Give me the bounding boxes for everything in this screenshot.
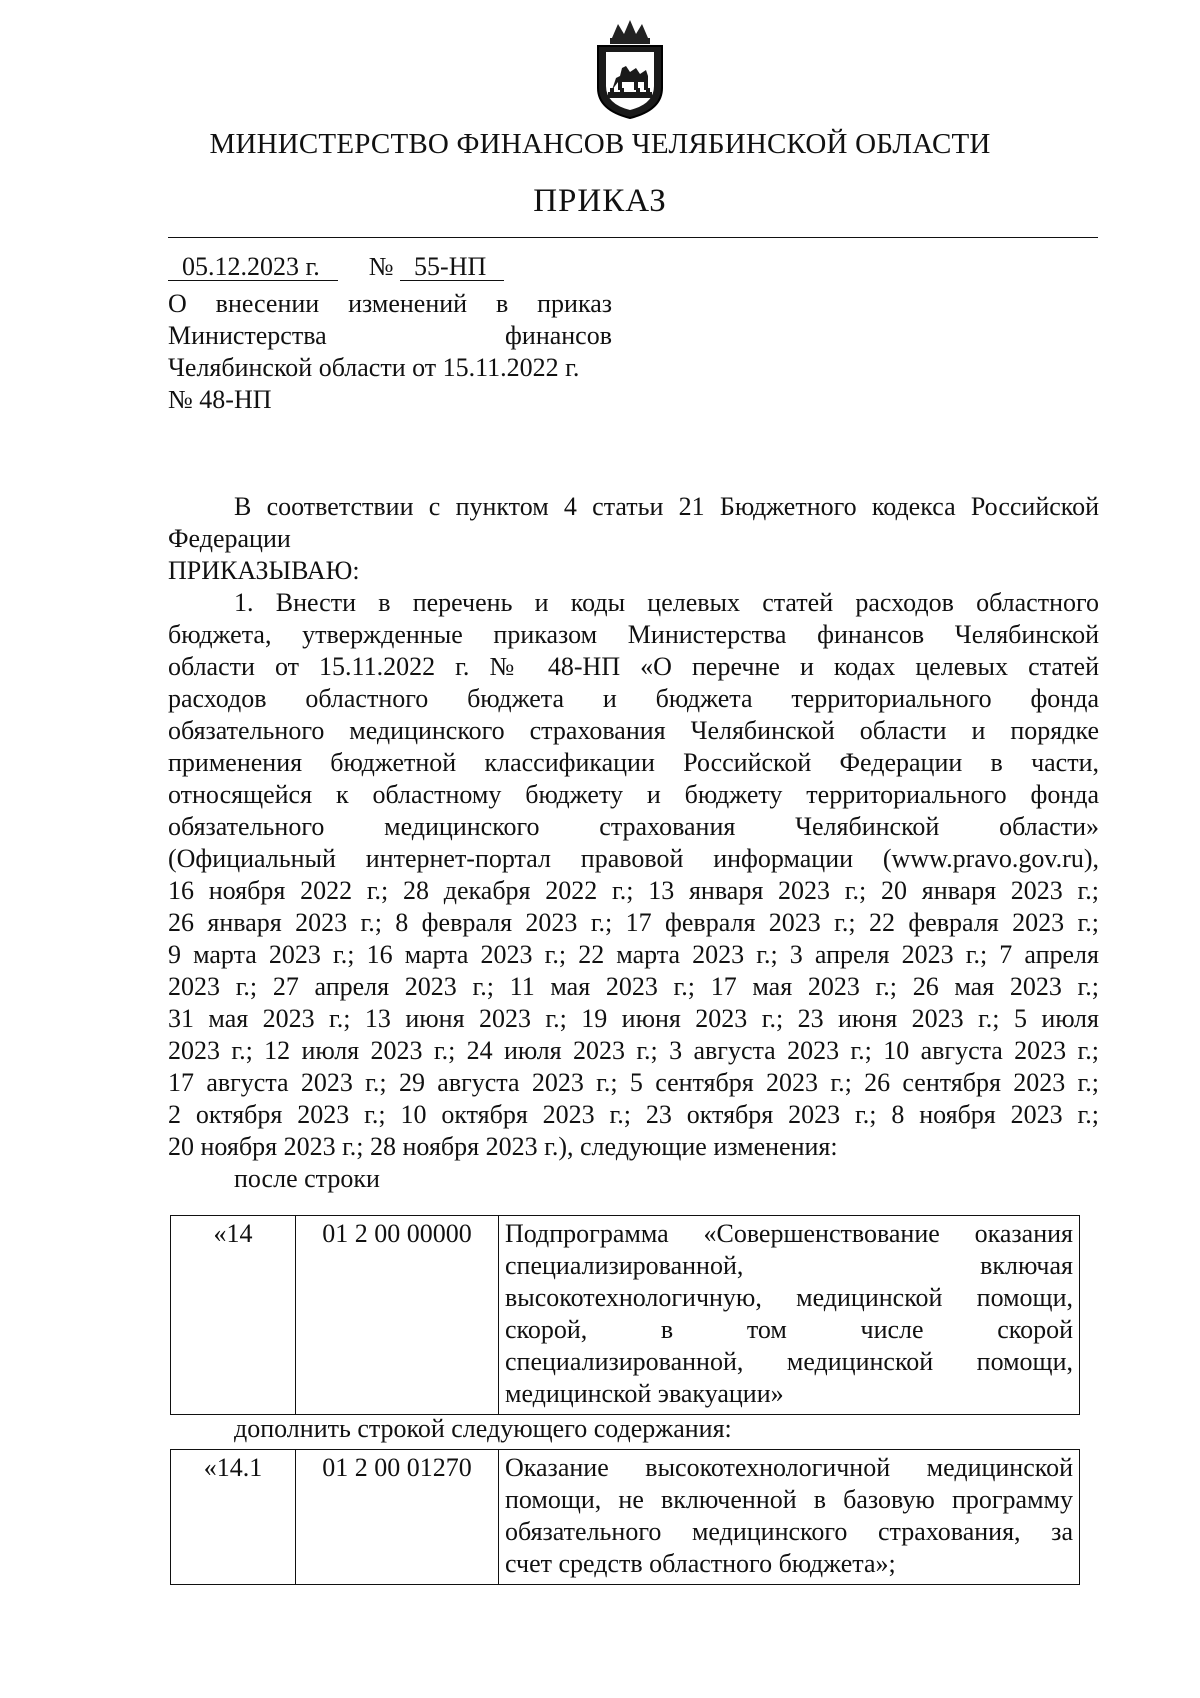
existing-row-table bbox=[170, 1215, 1080, 1415]
number-sign: № bbox=[368, 252, 394, 281]
target-code: 01 2 00 00000 bbox=[296, 1216, 499, 1415]
after-row-label: после строки bbox=[234, 1164, 380, 1193]
item-line: 26 января 2023 г.; 8 февраля 2023 г.; 17 февраля 2023 г.; 22 февраля 2023 г.; bbox=[168, 908, 1099, 937]
preamble-line: В соответствии с пунктом 4 статьи 21 Бюджетного кодекса Российской bbox=[234, 492, 1099, 521]
document-date: 05.12.2023 г. bbox=[168, 254, 338, 281]
date-number-line bbox=[168, 252, 504, 282]
document-type: ПРИКАЗ bbox=[533, 183, 667, 219]
item-line: области от 15.11.2022 г. № 48-НП «О перечне и кодах целевых статей bbox=[168, 652, 1099, 681]
ministry-title: МИНИСТЕРСТВО ФИНАНСОВ ЧЕЛЯБИНСКОЙ ОБЛАСТИ bbox=[209, 128, 991, 160]
item-line: бюджета, утвержденные приказом Министерства финансов Челябинской bbox=[168, 620, 1099, 649]
item-line: 2 октября 2023 г.; 10 октября 2023 г.; 23 октября 2023 г.; 8 ноября 2023 г.; bbox=[168, 1100, 1099, 1129]
item-line: применения бюджетной классификации Российской Федерации в части, bbox=[168, 748, 1099, 777]
document-body bbox=[168, 491, 1099, 1195]
item-line: обязательного медицинского страхования Челябинской области» bbox=[168, 812, 1099, 841]
subject-line: О внесении изменений в приказ bbox=[168, 289, 612, 318]
table-row bbox=[171, 1216, 1080, 1415]
add-row-label: дополнить строкой следующего содержания: bbox=[234, 1414, 732, 1443]
order-word: ПРИКАЗЫВАЮ: bbox=[168, 556, 360, 585]
new-row-table bbox=[170, 1449, 1080, 1585]
coat-of-arms-icon bbox=[588, 18, 672, 120]
subject-line: Челябинской области от 15.11.2022 г. bbox=[168, 353, 580, 382]
row-number: «14.1 bbox=[171, 1450, 296, 1585]
subject-line: Министерства финансов bbox=[168, 321, 612, 350]
subject-line: № 48-НП bbox=[168, 385, 272, 414]
item-line: 20 ноября 2023 г.; 28 ноября 2023 г.), следующие изменения: bbox=[168, 1132, 838, 1161]
item-line: 2023 г.; 27 апреля 2023 г.; 11 мая 2023 г.; 17 мая 2023 г.; 26 мая 2023 г.; bbox=[168, 972, 1099, 1001]
item-line: обязательного медицинского страхования Челябинской области и порядке bbox=[168, 716, 1099, 745]
item-line: 1. Внести в перечень и коды целевых статей расходов областного bbox=[234, 588, 1099, 617]
header-divider bbox=[168, 237, 1098, 238]
table-row bbox=[171, 1450, 1080, 1585]
item-line: 16 ноября 2022 г.; 28 декабря 2022 г.; 13 января 2023 г.; 20 января 2023 г.; bbox=[168, 876, 1099, 905]
preamble-line: Федерации bbox=[168, 524, 291, 553]
item-line: 17 августа 2023 г.; 29 августа 2023 г.; 5 сентября 2023 г.; 26 сентября 2023 г.; bbox=[168, 1068, 1099, 1097]
item-line: 2023 г.; 12 июля 2023 г.; 24 июля 2023 г.; 3 августа 2023 г.; 10 августа 2023 г.; bbox=[168, 1036, 1099, 1065]
target-name: Подпрограмма «Совершенствование оказания специализированной, включая высокотехнологичную, медицинской помощи, скорой, в том числе скорой специализированной, медицинской помощи, медицинской эвакуации» bbox=[499, 1216, 1080, 1415]
target-code: 01 2 00 01270 bbox=[296, 1450, 499, 1585]
item-line: 9 марта 2023 г.; 16 марта 2023 г.; 22 марта 2023 г.; 3 апреля 2023 г.; 7 апреля bbox=[168, 940, 1099, 969]
item-line: относящейся к областному бюджету и бюджету территориального фонда bbox=[168, 780, 1099, 809]
item-line: расходов областного бюджета и бюджета территориального фонда bbox=[168, 684, 1099, 713]
item-line: 31 мая 2023 г.; 13 июня 2023 г.; 19 июня 2023 г.; 23 июня 2023 г.; 5 июля bbox=[168, 1004, 1099, 1033]
target-name: Оказание высокотехнологичной медицинской помощи, не включенной в базовую программу обязательного медицинского страхования, за счет средств областного бюджета»; bbox=[499, 1450, 1080, 1585]
document-subject bbox=[168, 288, 612, 416]
document-number: 55-НП bbox=[400, 254, 504, 281]
item-line: (Официальный интернет-портал правовой информации (www.pravo.gov.ru), bbox=[168, 844, 1099, 873]
row-number: «14 bbox=[171, 1216, 296, 1415]
